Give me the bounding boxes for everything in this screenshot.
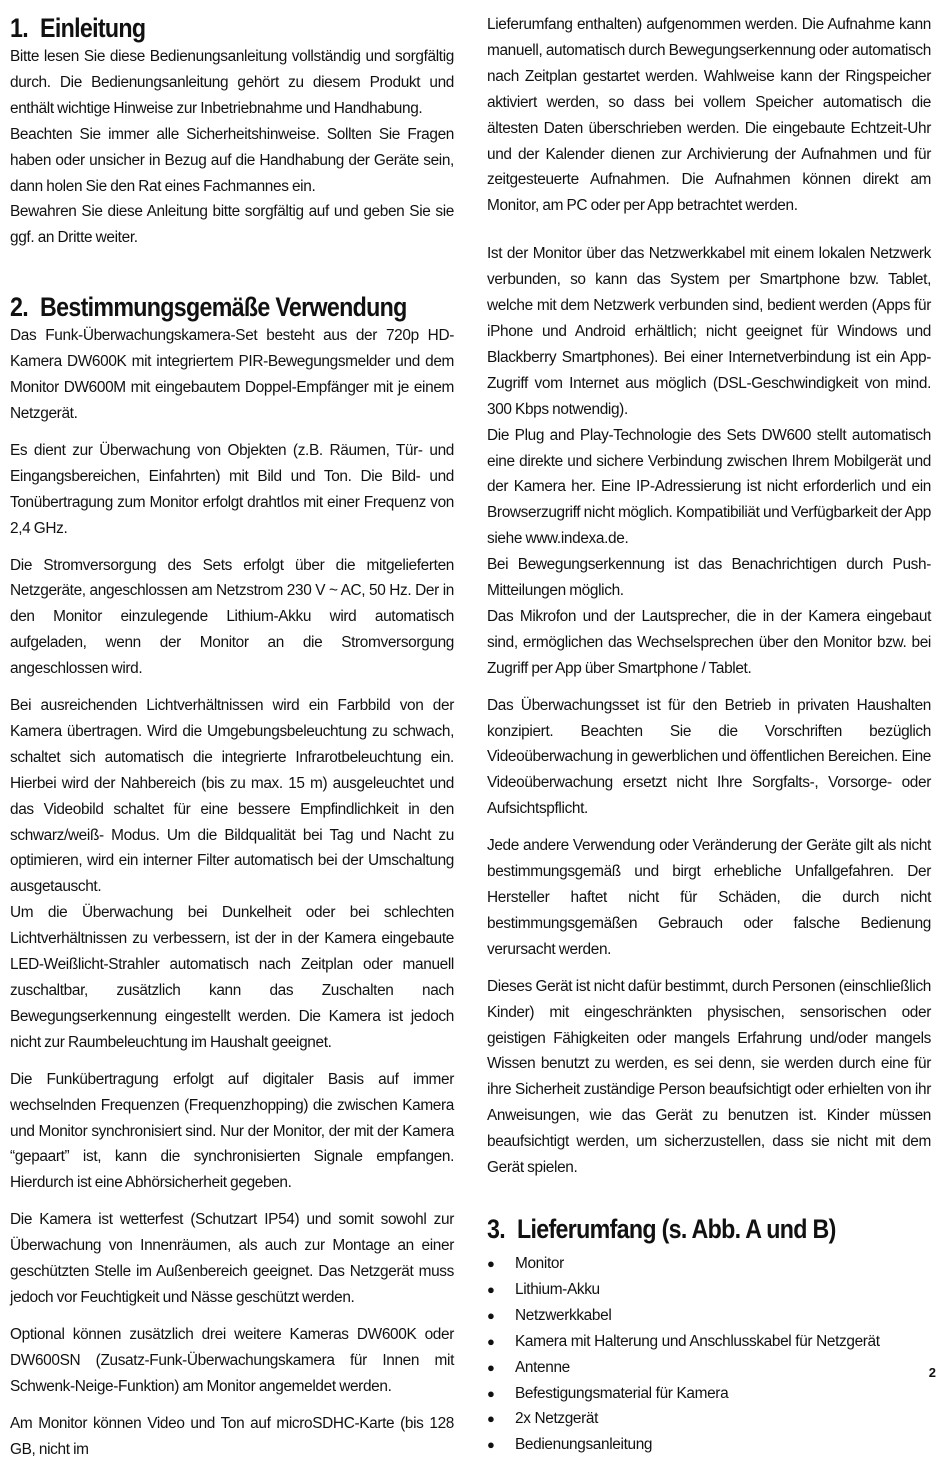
- section-number: 1.: [10, 13, 28, 43]
- paragraph: Es dient zur Überwachung von Objekten (z.B. Räumen, Tür- und Eingangsbereichen, Einfahrten) mit Bild und Ton. Die Bild- und Tonübertragung zum Monitor erfolgt drahtlos mit einer Frequenz von 2,4 GHz.: [10, 441, 454, 537]
- list-item: ● Lithium-Akku: [487, 1277, 931, 1303]
- list-item: ● 2x Netzgerät: [487, 1406, 931, 1432]
- paragraph: Bei ausreichenden Lichtverhältnissen wird ein Farbbild von der Kamera übertragen. Wird die Umgebungsbeleuchtung zu schwach, schaltet sich automatisch die integrierte Infrarotbeleuchtung ein. Hierbei wird der Nahbereich (bis zu max. 15 m) ausgeleuchtet und das Videobild schaltet für eine bessere Empfindlichkeit in den schwarz/weiß- Modus. Um die Bildqualität bei Tag und Nacht zu optimieren, wird ein interner Filter automatisch bei der Umschaltung ausgetauscht.: [10, 697, 454, 896]
- left-column: [10, 12, 454, 1462]
- paragraph: Bewahren Sie diese Anleitung bitte sorgfältig auf und geben Sie sie ggf. an Dritte weiter.: [10, 203, 454, 247]
- section-title: Bestimmungsgemäße Verwendung: [40, 292, 407, 323]
- paragraph: Die Plug and Play-Technologie des Sets DW600 stellt automatisch eine direkte und sichere Verbindung zwischen Ihrem Mobilgerät und der Kamera her. Eine IP-Adressierung ist nicht erforderlich und ein Browserzugriff nicht möglich. Kompatibiliät und Verfügbarkeit der App siehe www.indexa.de.: [487, 426, 931, 548]
- paragraph: Um die Überwachung bei Dunkelheit oder bei schlechten Lichtverhältnissen zu verbessern, ist der in der Kamera eingebaute LED-Weißlicht-Strahler automatisch nach Zeitplan oder manuell zuschaltbar, zusätzlich kann das Zuschalten nach Bewegungserkennung eingestellt werden. Die Kamera ist jedoch nicht zur Raumbeleuchtung im Haushalt geeignet.: [10, 904, 454, 1051]
- section-title: Lieferumfang (s. Abb. A und B): [517, 1213, 836, 1244]
- paragraph: Das Mikrofon und der Lautsprecher, die in der Kamera eingebaut sind, ermöglichen das Wechselsprechen über den Monitor bzw. bei Zugriff per App über Smartphone / Tablet.: [487, 607, 931, 677]
- paragraph: Die Funkübertragung erfolgt auf digitaler Basis auf immer wechselnden Frequenzen (Frequenzhopping) die zwischen Kamera und Monitor synchronisiert sind. Nur der Monitor, der mit der Kamera “gepaart” ist, kann die synchronisierten Signale empfangen. Hierdurch ist eine Abhörsicherheit gegeben.: [10, 1070, 454, 1192]
- list-item: ● Bedienungsanleitung: [487, 1432, 931, 1458]
- paragraph: Am Monitor können Video und Ton auf microSDHC-Karte (bis 128 GB, nicht im: [10, 1414, 454, 1458]
- delivery-list: [487, 1251, 931, 1458]
- page-number: 2: [928, 1365, 936, 1380]
- list-item: ● Kamera mit Halterung und Anschlusskabel für Netzgerät: [487, 1329, 931, 1355]
- section-heading-intro: [10, 12, 392, 44]
- section-number: 2.: [10, 292, 28, 323]
- section-number: 3.: [487, 1213, 505, 1244]
- paragraph: Das Funk-Überwachungskamera-Set besteht aus der 720p HD-Kamera DW600K mit integriertem PIR-Bewegungsmelder und dem Monitor DW600M mit eingebautem Doppel-Empfänger mit je einem Netzgerät.: [10, 327, 454, 422]
- paragraph: Ist der Monitor über das Netzwerkkabel mit einem lokalen Netzwerk verbunden, so kann das System per Smartphone bzw. Tablet, welche mit dem Netzwerk verbunden sind, bedient werden (Apps für iPhone und Android erhältlich; nicht geeignet für Windows und Blackberry Smartphones). Bei einer Internetverbindung ist ein App-Zugriff vom Internet aus möglich (DSL-Geschwindigkeit von mind. 300 Kbps notwendig).: [487, 245, 931, 418]
- section-heading-scope: [487, 1213, 869, 1245]
- list-item: ● Monitor: [487, 1251, 931, 1277]
- list-item: ● Netzwerkkabel: [487, 1303, 931, 1329]
- list-item: ● Befestigungsmaterial für Kamera: [487, 1381, 931, 1407]
- paragraph: Beachten Sie immer alle Sicherheitshinweise. Sollten Sie Fragen haben oder unsicher in Bezug auf die Handhabung der Geräte sein, dann holen Sie den Rat eines Fachmannes ein.: [10, 125, 454, 195]
- paragraph: Lieferumfang enthalten) aufgenommen werden. Die Aufnahme kann manuell, automatisch durch Bewegungserkennung oder automatisch nach Zeitplan gestartet werden. Wahlweise kann der Ringspeicher aktiviert werden, so dass bei vollem Speicher automatisch die ältesten Daten überschrieben werden. Die eingebaute Echtzeit-Uhr und der Kalender dienen zur Archivierung der Aufnahmen und für zeitgesteuerte Aufnahmen. Die Aufnahmen können direkt am Monitor, am PC oder per App betrachtet werden.: [487, 16, 931, 215]
- paragraph: Das Überwachungsset ist für den Betrieb in privaten Haushalten konzipiert. Beachten Sie die Vorschriften bezüglich Videoüberwachung in gewerblichen und öffentlichen Bereichen. Eine Videoüberwachung ersetzt nicht Ihre Sorgfalts-, Vorsorge- oder Aufsichtspflicht.: [487, 696, 931, 818]
- section-heading-usage: [10, 291, 407, 323]
- paragraph: Bitte lesen Sie diese Bedienungsanleitung vollständig und sorgfältig durch. Die Bedienungsanleitung gehört zu diesem Produkt und enthält wichtige Hinweise zur Inbetriebnahme und Handhabung.: [10, 48, 454, 117]
- paragraph: Dieses Gerät ist nicht dafür bestimmt, durch Personen (einschließlich Kinder) mit eingeschränkten physischen, sensorischen oder geistigen Fähigkeiten oder mangels Erfahrung und/oder mangels Wissen benutzt zu werden, es sei denn, sie werden durch eine für ihre Sicherheit zuständige Person beaufsichtigt oder erhielten von ihr Anweisungen, wie das Gerät zu benutzen ist. Kinder müssen beaufsichtigt werden, um sicherzustellen, dass sie nicht mit dem Gerät spielen.: [487, 977, 931, 1177]
- paragraph: Die Kamera ist wetterfest (Schutzart IP54) und somit sowohl zur Überwachung von Innenräumen, als auch zur Montage an einer geschützten Stelle im Außenbereich geeignet. Das Netzgerät muss jedoch vor Feuchtigkeit und Nässe geschützt werden.: [10, 1211, 454, 1306]
- paragraph: Jede andere Verwendung oder Veränderung der Geräte gilt als nicht bestimmungsgemäß und birgt erhebliche Unfallgefahren. Der Hersteller haftet nicht für Schäden, die durch nicht bestimmungsgemäßen Gebrauch oder falsche Bedienung verursacht werden.: [487, 837, 931, 958]
- paragraph: Optional können zusätzlich drei weitere Kameras DW600K oder DW600SN (Zusatz-Funk-Überwachungskamera für Innen mit Schwenk-Neige-Funktion) am Monitor angemeldet werden.: [10, 1325, 454, 1395]
- right-column: [487, 12, 931, 1458]
- paragraph: Die Stromversorgung des Sets erfolgt über die mitgelieferten Netzgeräte, angeschlossen am Netzstrom 230 V ~ AC, 50 Hz. Der in den Monitor einzulegende Lithium-Akku wird automatisch aufgeladen, wenn der Monitor an die Stromversorgung angeschlossen wird.: [10, 556, 454, 678]
- section-title: Einleitung: [40, 13, 146, 43]
- paragraph: Bei Bewegungserkennung ist das Benachrichtigen durch Push-Mitteilungen möglich.: [487, 556, 931, 600]
- list-item: ● Antenne: [487, 1355, 931, 1381]
